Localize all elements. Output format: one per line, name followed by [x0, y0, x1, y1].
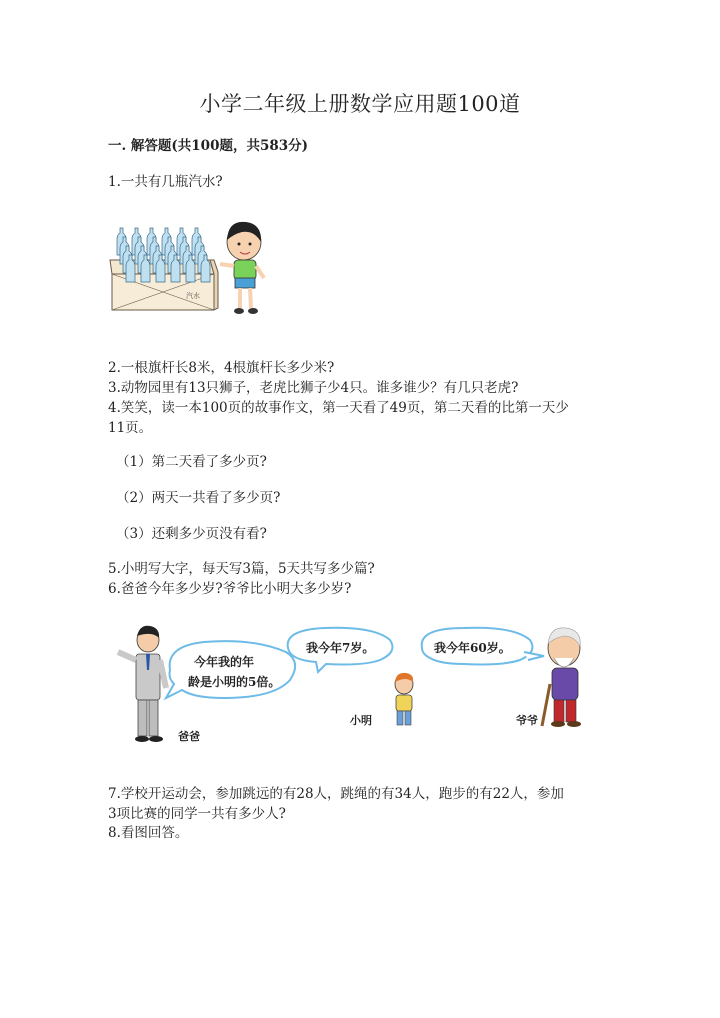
- page-title: 小学二年级上册数学应用题100道: [199, 92, 521, 116]
- grandpa-figure: [542, 628, 581, 727]
- xiaoming-figure: [395, 673, 413, 725]
- question-1: 1.一共有几瓶汽水?: [108, 174, 223, 190]
- dad-figure: [118, 626, 166, 742]
- question-4-part-3: （3）还剩多少页没有看?: [116, 526, 267, 542]
- question-3: 3.动物园里有13只狮子，老虎比狮子少4只。谁多谁少？有几只老虎?: [108, 380, 519, 396]
- crate-label: 汽水: [186, 292, 200, 300]
- dad-bubble-line-2: 龄是小明的5倍。: [188, 675, 281, 689]
- grandpa-bubble: 我今年60岁。: [434, 641, 511, 655]
- question-8: 8.看图回答。: [108, 825, 189, 841]
- grandpa-label: 爷爷: [516, 714, 538, 727]
- question-4-part-1: （1）第二天看了多少页?: [116, 454, 267, 470]
- dad-label: 爸爸: [178, 730, 200, 743]
- boy-figure: [220, 222, 264, 314]
- section-heading: 一. 解答题(共100题，共583分): [108, 138, 309, 154]
- xiaoming-label: 小明: [350, 714, 372, 727]
- question-4-line-2: 11页。: [108, 420, 153, 436]
- question-4-part-2: （2）两天一共看了多少页?: [116, 490, 281, 506]
- dad-bubble-line-1: 今年我的年: [194, 655, 255, 669]
- xiaoming-bubble: 我今年7岁。: [306, 641, 375, 655]
- question-6: 6.爸爸今年多少岁?爷爷比小明大多少岁?: [108, 581, 352, 597]
- soda-crate-illustration: [106, 212, 286, 322]
- question-7-line-2: 3项比赛的同学一共有多少人?: [108, 806, 286, 822]
- question-7-line-1: 7.学校开运动会，参加跳远的有28人，跳绳的有34人，跑步的有22人，参加: [108, 786, 564, 802]
- question-4-line-1: 4.笑笑，读一本100页的故事作文，第一天看了49页，第二天看的比第一天少: [108, 400, 569, 416]
- question-2: 2.一根旗杆长8米，4根旗杆长多少米?: [108, 360, 335, 376]
- family-age-illustration: [104, 618, 614, 750]
- question-5: 5.小明写大字，每天写3篇，5天共写多少篇?: [108, 561, 375, 577]
